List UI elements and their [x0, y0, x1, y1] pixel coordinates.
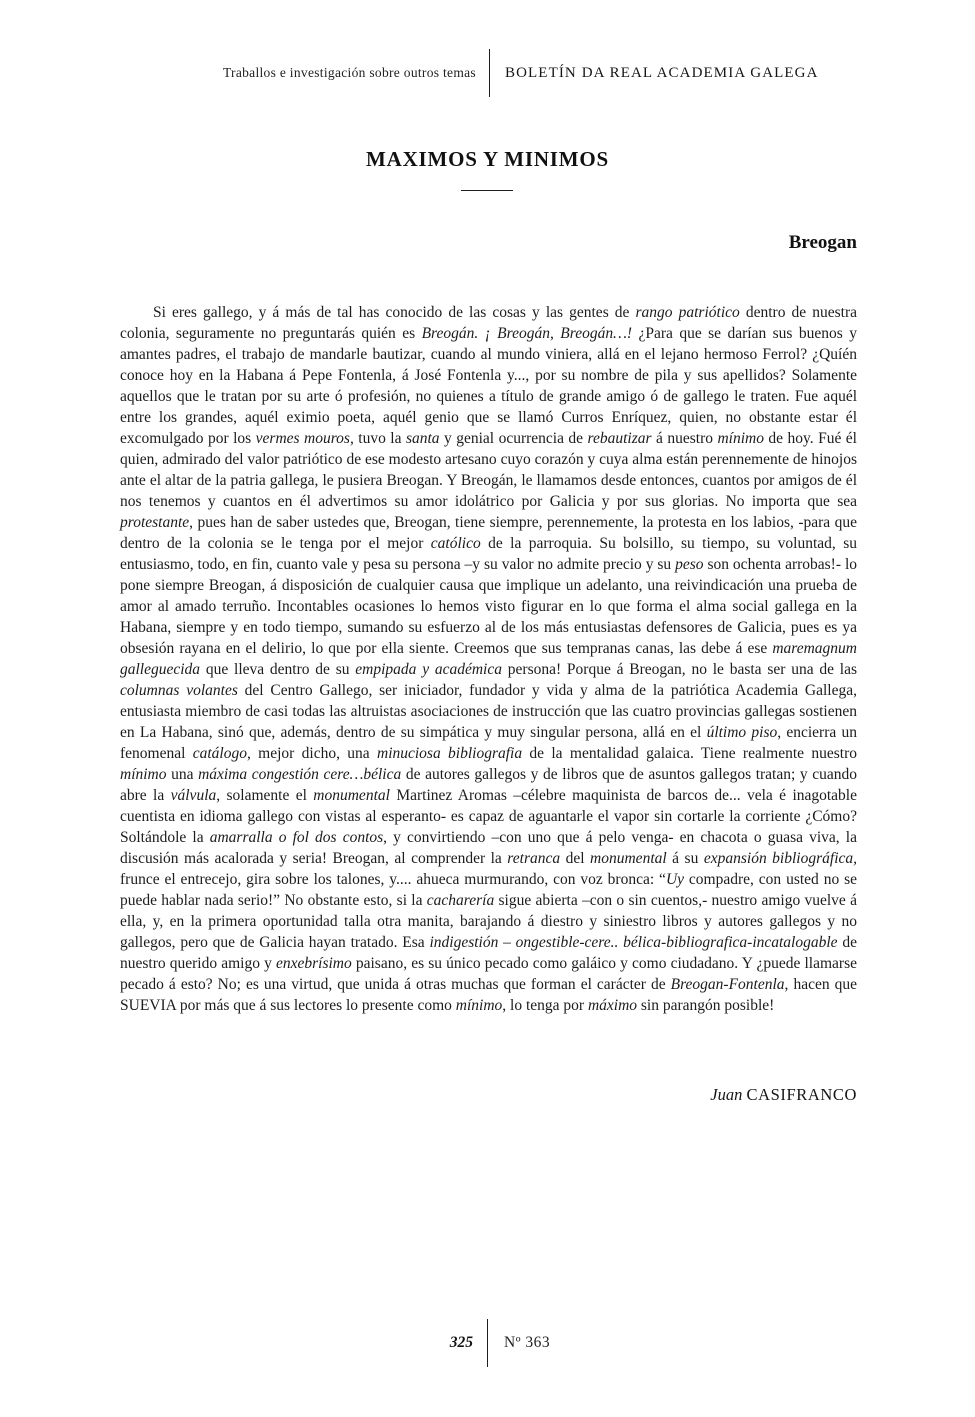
footer-page-number: 325 — [449, 1334, 473, 1351]
header-section-title: Traballos e investigación sobre outros temas — [222, 65, 476, 80]
title-rule — [461, 190, 513, 191]
page-footer — [0, 1318, 975, 1368]
header-journal-title: BOLETÍN DA REAL ACADEMIA GALEGA — [505, 64, 819, 81]
page-header — [0, 48, 975, 98]
footer-issue-number: Nº 363 — [504, 1334, 551, 1351]
article-signature — [120, 1085, 857, 1105]
signature-first-name: Juan — [710, 1085, 743, 1104]
article-byline: Breogan — [788, 232, 857, 253]
article-body: Si eres gallego, y á más de tal has conocido de las cosas y las gentes de rango patriótico dentro de nuestra colonia, seguramente no preguntarás quién es Breogán. ¡ Breogán, Breogán…! ¿Para que se darían sus buenos y amantes padres, el trabajo de mandarle bautizar, cuando al mundo viniera, allá en el lejano hermoso Ferrol? ¿Quíén conoce hoy en la Habana á Pepe Fontenla, á José Fontenla y..., por su nombre de pila y sus apellidos? Solamente aquellos que le tratan por su arte ó profesión, no quienes a título de grande amigo ó de gallego le traten. Fue aquél entre los grandes, aquél eximio poeta, aquél genio que se llamó Curros Enríquez, quien, no obstante estar él excomulgado por los vermes mouros, tuvo la santa y genial ocurrencia de rebautizar á nuestro mínimo de hoy. Fué él quien, admirado del valor patriótico de ese modesto artesano cuyo corazón y cuya alma están perennemente de hinojos ante el altar de la patria gallega, le pusiera Breogan. Y Breogán, le llamamos desde entonces, cuantos por amigos de él nos tenemos y cuantos en él advertimos su amor idolátrico por Galicia y por sus glorias. No importa que sea protestante, pues han de saber ustedes que, Breogan, tiene siempre, perennemente, la protesta en los labios, -para que dentro de la colonia se le tenga por el mejor católico de la parroquia. Su bolsillo, su tiempo, su voluntad, su entusiasmo, todo, en fin, cuanto vale y pesa su persona –y su valor no admite precio y su peso son ochenta arrobas!- lo pone siempre Breogan, á disposición de cualquier causa que implique un adelanto, una reivindicación una prueba de amor al amado terruño. Incontables ocasiones lo hemos visto figurar en lo que forma el alma social gallega en la Habana, siempre y en todo tiempo, sumando su esfuerzo al de los más entusiastas defensores de Galicia, pues es ya obsesión rayana en el delirio, lo que por ella siente. Creemos que sus tempranas canas, las debe á ese maremagnum galleguecida que lleva dentro de su empipada y académica persona! Porque á Breogan, no le basta ser una de las columnas volantes del Centro Gallego, ser iniciador, fundador y vida y alma de la patriótica Academia Gallega, entusiasta miembro de casi todas las altruistas asociaciones de instrucción que las cuatro provincias gallegas sostienen en La Habana, sinó que, además, dentro de su simpática y muy singular persona, allá en el último piso, encierra un fenomenal catálogo, mejor dicho, una minuciosa bibliografia de la mentalidad galaica. Tiene realmente nuestro mínimo una máxima congestión cere…bélica de autores gallegos y de libros que de asuntos gallegos tratan; y cuando abre la válvula, solamente el monumental Martinez Aromas –célebre maquinista de barcos de... vela é inagotable cuentista en idioma gallego con vistas al esperanto- es capaz de aguantarle el vapor sin cortarle la corriente ¿Cómo? Soltándole la amarralla o fol dos contos, y convirtiendo –con uno que á pelo venga- en chacota o guasa viva, la discusión más acalorada y seria! Breogan, al comprender la retranca del monumental á su expansión bibliográfica, frunce el entrecejo, gira sobre los talones, y.... ahueca murmurando, con voz bronca: “Uy compadre, con usted no se puede hablar nada serio!” No obstante esto, si la cacharería sigue abierta –con o sin cuentos,- nuestro amigo vuelve á ella, y, en la primera oportunidad talla otra manita, barajando á diestro y siniestro libros y autores gallegos y no gallegos, pero que de Galicia hayan tratado. Esa indigestión – ongestible-cere.. bélica-bibliografica-incatalogable de nuestro querido amigo y enxebrísimo paisano, es su único pecado como galáico y como ciudadano. Y ¿puede llamarse pecado á esto? No; es una virtud, que unida á otras muchas que forman el carácter de Breogan-Fontenla, hacen que SUEVIA por más que á sus lectores lo presente como mínimo, lo tenga por máximo sin parangón posible! — [120, 303, 858, 1014]
article-title: MAXIMOS Y MINIMOS — [365, 147, 610, 171]
signature-last-name: CASIFRANCO — [746, 1085, 857, 1104]
